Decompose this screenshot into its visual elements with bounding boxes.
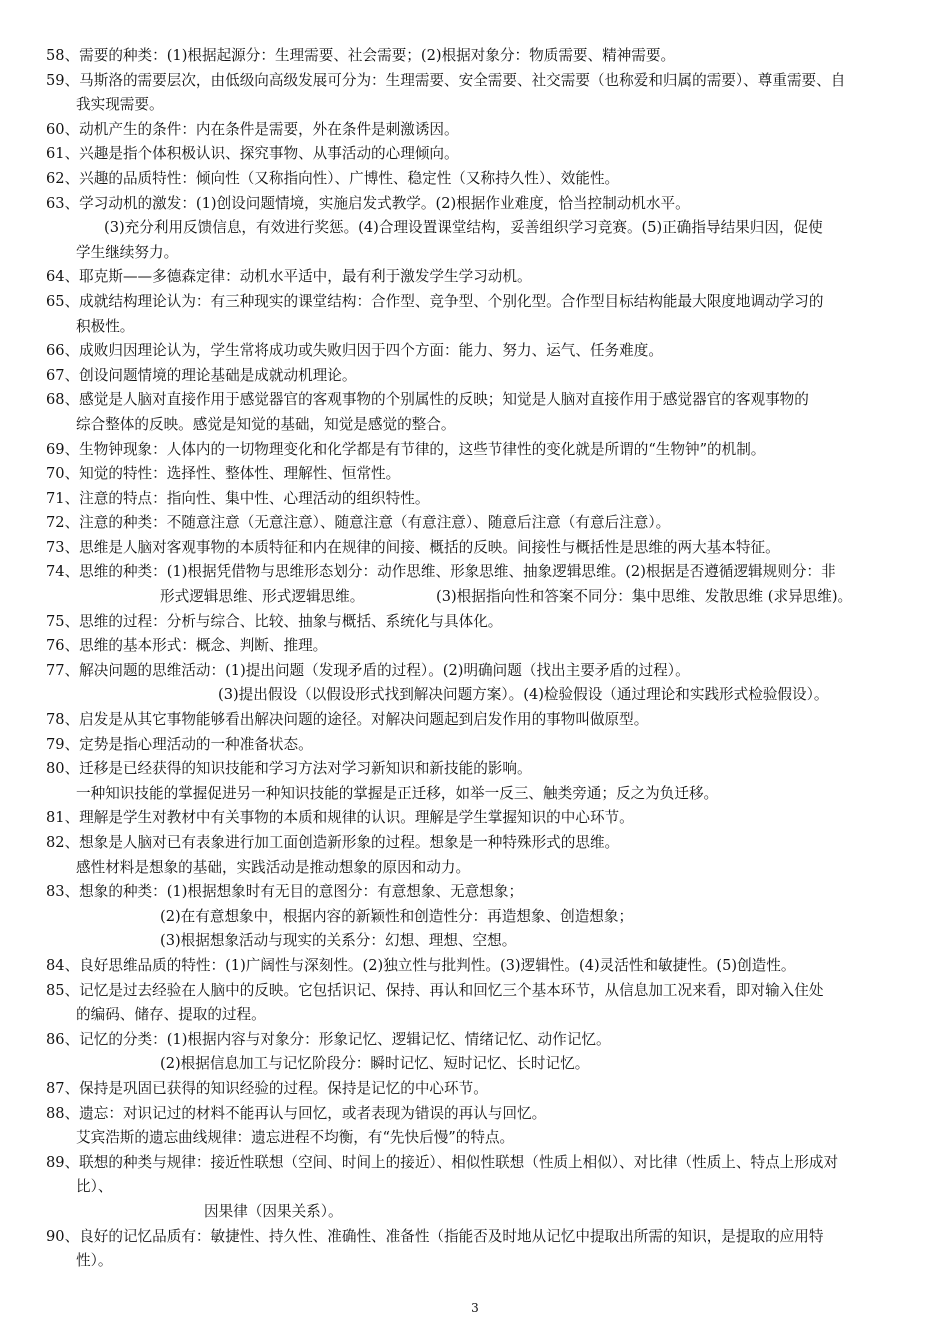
- line-text: 85、记忆是过去经验在人脑中的反映。它包括识记、保持、再认和回忆三个基本环节，从信息加工况来看，即对输入住处: [46, 981, 824, 999]
- line-text: 82、想象是人脑对已有表象进行加工面创造新形象的过程。想象是一种特殊形式的思维。: [46, 834, 620, 851]
- line-text: 性）。: [76, 1252, 113, 1270]
- text-line: [0, 1126, 950, 1151]
- text-line: [0, 733, 950, 758]
- text-line: [0, 929, 950, 954]
- text-line: [0, 1249, 950, 1274]
- page-number: 3: [471, 1301, 479, 1315]
- line-text: 76、思维的基本形式：概念、判断、推理。: [46, 637, 328, 655]
- line-text: 积极性。: [76, 317, 135, 335]
- text-line: [0, 290, 950, 315]
- text-line: [0, 610, 950, 635]
- text-line: [0, 265, 950, 290]
- text-line: [0, 708, 950, 733]
- line-text: 90、良好的记忆品质有：敏捷性、持久性、准确性、准备性（指能否及时地从记忆中提取出所需的知识，是提取的应用特: [46, 1227, 824, 1245]
- text-line: [0, 1102, 950, 1127]
- line-text: (2)在有意想象中，根据内容的新颖性和创造性分：再造想象、创造想象；: [160, 907, 634, 925]
- line-text: 72、注意的种类：不随意注意（无意注意）、随意注意（有意注意）、随意后注意（有意后注意）。: [46, 514, 671, 532]
- text-line: [0, 364, 950, 389]
- text-line: [0, 1077, 950, 1102]
- line-text: 65、成就结构理论认为：有三种现实的课堂结构：合作型、竞争型、个别化型。合作型目标结构能最大限度地调动学习的: [46, 292, 824, 310]
- text-line: [0, 954, 950, 979]
- line-text: 60、动机产生的条件：内在条件是需要，外在条件是刺激诱因。: [46, 120, 459, 138]
- line-text: (3)根据想象活动与现实的关系分：幻想、理想、空想。: [160, 932, 517, 950]
- text-line: [0, 1200, 950, 1225]
- line-text-continued: (3)根据指向性和答案不同分：集中思维、发散思维 (求异思维)。: [436, 588, 853, 606]
- text-line: [0, 1225, 950, 1250]
- line-text: 综合整体的反映。感觉是知觉的基础，知觉是感觉的整合。: [76, 415, 456, 433]
- line-text: 比）、: [76, 1178, 113, 1196]
- line-text: 64、耶克斯——多德森定律：动机水平适中，最有利于激发学生学习动机。: [46, 268, 532, 286]
- text-line: [0, 905, 950, 930]
- text-line: [0, 69, 950, 94]
- text-line: [0, 413, 950, 438]
- line-text: (3)提出假设（以假设形式找到解决问题方案）。(4)检验假设（通过理论和实践形式检验假设）。: [218, 686, 829, 704]
- line-text: 因果律（因果关系）。: [204, 1202, 343, 1220]
- text-line: [0, 560, 950, 585]
- text-line: [0, 806, 950, 831]
- line-text: 79、定势是指心理活动的一种准备状态。: [46, 735, 313, 753]
- text-line: [0, 462, 950, 487]
- line-text: 63、学习动机的激发：(1)创设问题情境，实施启发式教学。(2)根据作业难度，恰当控制动机水平。: [46, 194, 690, 212]
- text-line: [0, 216, 950, 241]
- text-line: [0, 659, 950, 684]
- line-text: 81、理解是学生对教材中有关事物的本质和规律的认识。理解是学生掌握知识的中心环节。: [46, 809, 634, 827]
- line-text: 58、需要的种类：(1)根据起源分：生理需要、社会需要；(2)根据对象分：物质需要、精神需要。: [46, 47, 676, 64]
- line-text: 67、创设问题情境的理论基础是成就动机理论。: [46, 366, 357, 384]
- line-text: 74、思维的种类：(1)根据凭借物与思维形态划分：动作思维、形象思维、抽象逻辑思维。(2)根据是否遵循逻辑规则分：非: [46, 563, 836, 581]
- text-line: [0, 167, 950, 192]
- line-text: 73、思维是人脑对客观事物的本质特征和内在规律的间接、概括的反映。间接性与概括性是思维的两大基本特征。: [46, 538, 780, 556]
- text-line: [0, 536, 950, 561]
- text-line: [0, 1028, 950, 1053]
- line-text: 70、知觉的特性：选择性、整体性、理解性、恒常性。: [46, 465, 401, 483]
- text-line: [0, 142, 950, 167]
- line-text: 69、生物钟现象：人体内的一切物理变化和化学都是有节律的，这些节律性的变化就是所谓的“生物钟”的机制。: [46, 440, 766, 458]
- text-line: [0, 1003, 950, 1028]
- text-line: [0, 1175, 950, 1200]
- text-line: [0, 683, 950, 708]
- line-text: 68、感觉是人脑对直接作用于感觉器官的客观事物的个别属性的反映；知觉是人脑对直接作用于感觉器官的客观事物的: [46, 391, 809, 409]
- line-text: 88、遗忘：对识记过的材料不能再认与回忆，或者表现为错误的再认与回忆。: [46, 1104, 547, 1122]
- text-line: [0, 44, 950, 69]
- text-line: [0, 192, 950, 217]
- text-line: [0, 757, 950, 782]
- text-line: [0, 339, 950, 364]
- line-text: 学生继续努力。: [76, 243, 179, 261]
- text-line: [0, 880, 950, 905]
- line-text: 艾宾浩斯的遗忘曲线规律：遗忘进程不均衡，有“先快后慢”的特点。: [76, 1129, 515, 1147]
- line-text: 形式逻辑思维、形式逻辑思维。: [160, 588, 365, 606]
- line-text: 75、思维的过程：分析与综合、比较、抽象与概括、系统化与具体化。: [46, 612, 503, 630]
- line-text: 59、马斯洛的需要层次，由低级向高级发展可分为：生理需要、安全需要、社交需要（也称爱和归属的需要）、尊重需要、自: [46, 71, 846, 89]
- text-line: [0, 634, 950, 659]
- text-line: [0, 487, 950, 512]
- text-line: [0, 93, 950, 118]
- text-line: [0, 856, 950, 881]
- line-text: 66、成败归因理论认为，学生常将成功或失败归因于四个方面：能力、努力、运气、任务难度。: [46, 342, 663, 360]
- line-text: 71、注意的特点：指向性、集中性、心理活动的组织特性。: [46, 489, 430, 507]
- text-line: [0, 1052, 950, 1077]
- line-text: 83、想象的种类：(1)根据想象时有无目的意图分：有意想象、无意想象；: [46, 883, 524, 901]
- text-line: [0, 241, 950, 266]
- text-line: [0, 511, 950, 536]
- line-text: 62、兴趣的品质特性：倾向性（又称指向性）、广博性、稳定性（又称持久性）、效能性。: [46, 169, 620, 187]
- text-line: [0, 315, 950, 340]
- text-line: [0, 782, 950, 807]
- document-body: [0, 44, 950, 1274]
- line-text: 我实现需要。: [76, 96, 164, 114]
- line-text: 一种知识技能的掌握促进另一种知识技能的掌握是正迁移，如举一反三、触类旁通；反之为负迁移。: [76, 784, 719, 802]
- line-text: 80、迁移是已经获得的知识技能和学习方法对学习新知识和新技能的影响。: [46, 760, 532, 778]
- line-text: 84、良好思维品质的特性：(1)广阔性与深刻性。(2)独立性与批判性。(3)逻辑性。(4)灵活性和敏捷性。(5)创造性。: [46, 956, 796, 974]
- line-text: 61、兴趣是指个体积极认识、探究事物、从事活动的心理倾向。: [46, 145, 459, 163]
- text-line: [0, 585, 950, 610]
- line-text: 86、记忆的分类：(1)根据内容与对象分：形象记忆、逻辑记忆、情绪记忆、动作记忆。: [46, 1030, 611, 1048]
- text-line: [0, 438, 950, 463]
- line-text: 89、联想的种类与规律：接近性联想（空间、时间上的接近）、相似性联想（性质上相似）、对比律（性质上、特点上形成对: [46, 1153, 839, 1171]
- line-text: (2)根据信息加工与记忆阶段分：瞬时记忆、短时记忆、长时记忆。: [160, 1055, 590, 1073]
- line-text: 77、解决问题的思维活动：(1)提出问题（发现矛盾的过程）。(2)明确问题（找出主要矛盾的过程）。: [46, 661, 690, 679]
- text-line: [0, 388, 950, 413]
- line-text: 的编码、储存、提取的过程。: [76, 1006, 266, 1024]
- text-line: [0, 979, 950, 1004]
- text-line: [0, 118, 950, 143]
- line-text: (3)充分利用反馈信息，有效进行奖惩。(4)合理设置课堂结构，妥善组织学习竞赛。(5)正确指导结果归因，促使: [104, 219, 823, 237]
- line-text: 感性材料是想象的基础，实践活动是推动想象的原因和动力。: [76, 858, 471, 876]
- line-text: 87、保持是巩固已获得的知识经验的过程。保持是记忆的中心环节。: [46, 1079, 488, 1097]
- text-line: [0, 831, 950, 856]
- text-line: [0, 1151, 950, 1176]
- line-text: 78、启发是从其它事物能够看出解决问题的途径。对解决问题起到启发作用的事物叫做原型。: [46, 711, 649, 729]
